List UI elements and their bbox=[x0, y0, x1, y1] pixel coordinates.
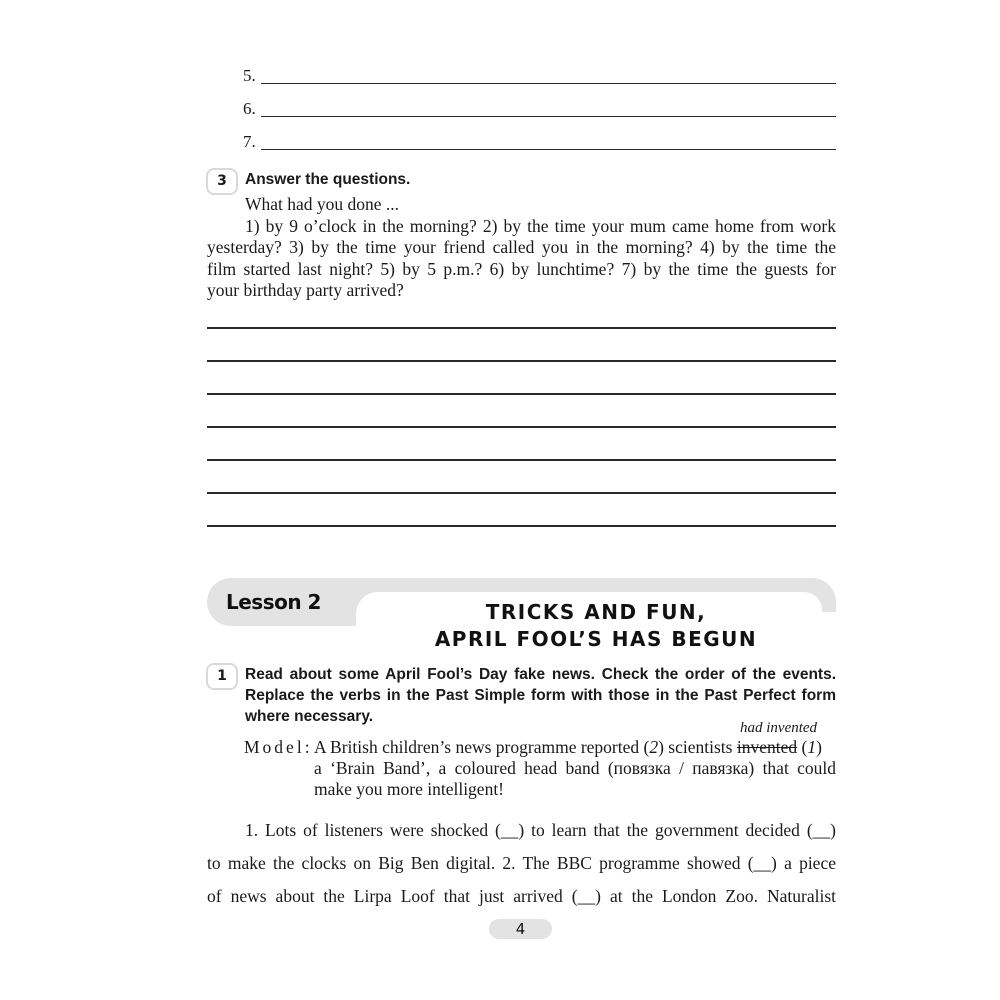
writing-line[interactable] bbox=[207, 492, 836, 494]
questions-line: film started last night? 5) by 5 p.m.? 6) by lunchtime? 7) by the time the guests for bbox=[207, 259, 836, 279]
model-label: Model: bbox=[244, 737, 313, 757]
writing-line[interactable] bbox=[207, 525, 836, 527]
answer-line-number: 6. bbox=[243, 99, 256, 118]
model-line bbox=[314, 737, 822, 759]
questions-line: 1) by 9 o’clock in the morning? 2) by the time your mum came home from work bbox=[245, 216, 836, 236]
page-number: 4 bbox=[489, 919, 552, 939]
writing-line[interactable] bbox=[207, 393, 836, 395]
exercise-number-badge: 1 bbox=[206, 663, 238, 690]
order-number: 1 bbox=[807, 737, 817, 757]
answer-line-number: 5. bbox=[243, 66, 256, 85]
writing-line[interactable] bbox=[207, 327, 836, 329]
answer-line-5[interactable] bbox=[243, 68, 836, 88]
model-line: a ‘Brain Band’, a coloured head band (повязка / павязка) that could bbox=[314, 758, 836, 778]
instruction-line: where necessary. bbox=[245, 708, 374, 725]
lesson-title-line2: APRIL FOOL’S HAS BEGUN bbox=[434, 627, 758, 651]
model-text: ) bbox=[816, 737, 822, 757]
lesson-title-line1: TRICKS AND FUN, bbox=[485, 600, 707, 624]
text-line: 1. Lots of listeners were shocked (__) to learn that the government decided (__) bbox=[245, 820, 836, 840]
writing-line[interactable] bbox=[207, 426, 836, 428]
questions-line: your birthday party arrived? bbox=[207, 280, 404, 300]
text-line: of news about the Lirpa Loof that just arrived (__) at the London Zoo. Naturalist bbox=[207, 886, 836, 906]
text-line: to make the clocks on Big Ben digital. 2. The BBC programme showed (__) a piece bbox=[207, 853, 836, 873]
model-text: ( bbox=[797, 737, 808, 757]
instruction-line: Read about some April Fool’s Day fake news. Check the order of the events. bbox=[245, 666, 836, 683]
model-text: A British children’s news programme reported ( bbox=[314, 737, 650, 757]
answer-line-number: 7. bbox=[243, 132, 256, 151]
order-number: 2 bbox=[649, 737, 659, 757]
instruction-line: Replace the verbs in the Past Simple form with those in the Past Perfect form bbox=[245, 687, 836, 704]
answer-line-rule bbox=[261, 83, 836, 85]
writing-line[interactable] bbox=[207, 459, 836, 461]
answer-line-rule bbox=[261, 149, 836, 151]
writing-line[interactable] bbox=[207, 360, 836, 362]
struck-verb: invented bbox=[736, 737, 798, 757]
answer-line-6[interactable] bbox=[243, 101, 836, 121]
questions-line: yesterday? 3) by the time your friend called you in the morning? 4) by the time the bbox=[207, 237, 836, 257]
model-text: ) scientists bbox=[658, 737, 737, 757]
answer-line-rule bbox=[261, 116, 836, 118]
exercise-title: Answer the questions. bbox=[245, 171, 411, 188]
exercise-number-badge: 3 bbox=[206, 168, 238, 195]
model-correction: had invented bbox=[740, 720, 818, 736]
model-line: make you more intelligent! bbox=[314, 779, 505, 799]
exercise-lead: What had you done ... bbox=[245, 194, 400, 214]
answer-line-7[interactable] bbox=[243, 134, 836, 154]
lesson-label: Lesson 2 bbox=[226, 590, 321, 614]
